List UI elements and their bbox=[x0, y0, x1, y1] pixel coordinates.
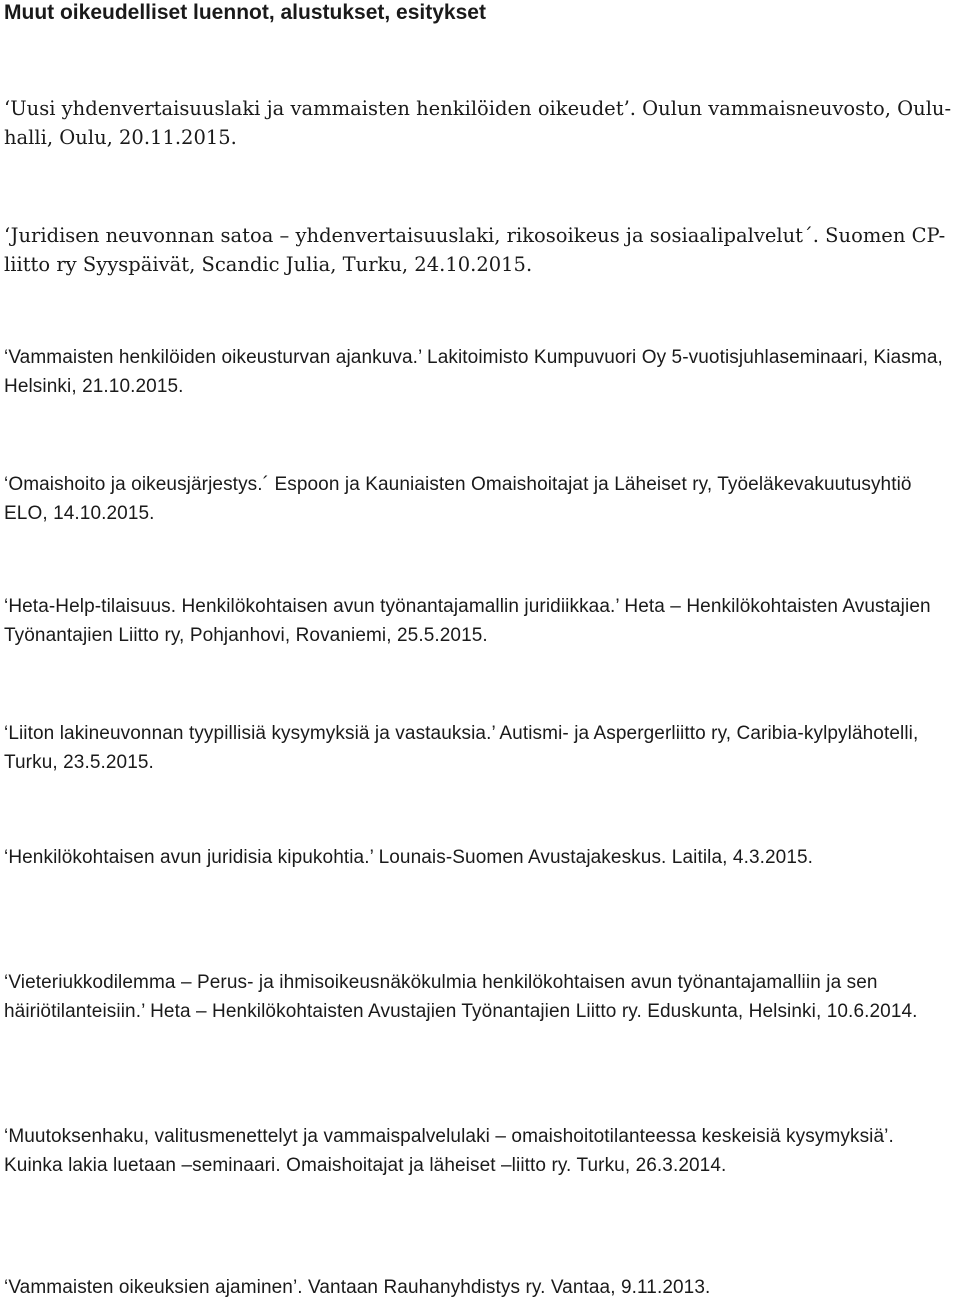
lecture-entry: ‘Muutoksenhaku, valitusmenettelyt ja vammaispalvelulaki – omaishoitotilanteessa keskeisiä kysymyksiä’. Kuinka lakia luetaan –seminaari. Omaishoitajat ja läheiset –liitto ry. Turku, 26.3.2014. bbox=[4, 1126, 894, 1176]
section-heading: Muut oikeudelliset luennot, alustukset, esitykset bbox=[4, 1, 486, 24]
lecture-entry: ‘Juridisen neuvonnan satoa – yhdenvertaisuuslaki, rikosoikeus ja sosiaalipalvelut´. Suomen CP-liitto ry Syyspäivät, Scandic Julia, Turku, 24.10.2015. bbox=[4, 224, 946, 276]
lecture-entry: ‘Henkilökohtaisen avun juridisia kipukohtia.’ Lounais-Suomen Avustajakeskus. Laitila, 4.3.2015. bbox=[4, 847, 814, 868]
lecture-entry: ‘Vammaisten oikeuksien ajaminen’. Vantaan Rauhanyhdistys ry. Vantaa, 9.11.2013. bbox=[4, 1277, 711, 1298]
lecture-entry: ‘Liiton lakineuvonnan tyypillisiä kysymyksiä ja vastauksia.’ Autismi- ja Aspergerliitto ry, Caribia-kylpylähotelli, Turku, 23.5.2015. bbox=[4, 723, 919, 773]
lecture-entry: ‘Uusi yhdenvertaisuuslaki ja vammaisten henkilöiden oikeudet’. Oulun vammaisneuvosto, Oulu-halli, Oulu, 20.11.2015. bbox=[4, 97, 952, 149]
document-page bbox=[4, 0, 956, 1298]
lecture-entry: ‘Heta-Help-tilaisuus. Henkilökohtaisen avun työnantajamallin juridiikkaa.’ Heta – Henkilökohtaisten Avustajien Työnantajien Liitto ry, Pohjanhovi, Rovaniemi, 25.5.2015. bbox=[4, 596, 931, 646]
lecture-entry: ‘Omaishoito ja oikeusjärjestys.´ Espoon ja Kauniaisten Omaishoitajat ja Läheiset ry, Työeläkevakuutusyhtiö ELO, 14.10.2015. bbox=[4, 474, 912, 524]
lecture-entry: ‘Vammaisten henkilöiden oikeusturvan ajankuva.’ Lakitoimisto Kumpuvuori Oy 5-vuotisjuhlaseminaari, Kiasma, Helsinki, 21.10.2015. bbox=[4, 347, 943, 397]
lecture-entry: ‘Vieteriukkodilemma – Perus- ja ihmisoikeusnäkökulmia henkilökohtaisen avun työnantajamalliin ja sen häiriötilanteisiin.’ Heta – Henkilökohtaisten Avustajien Työnantajien Liitto ry. Eduskunta, Helsinki, 10.6.2014. bbox=[4, 972, 918, 1022]
